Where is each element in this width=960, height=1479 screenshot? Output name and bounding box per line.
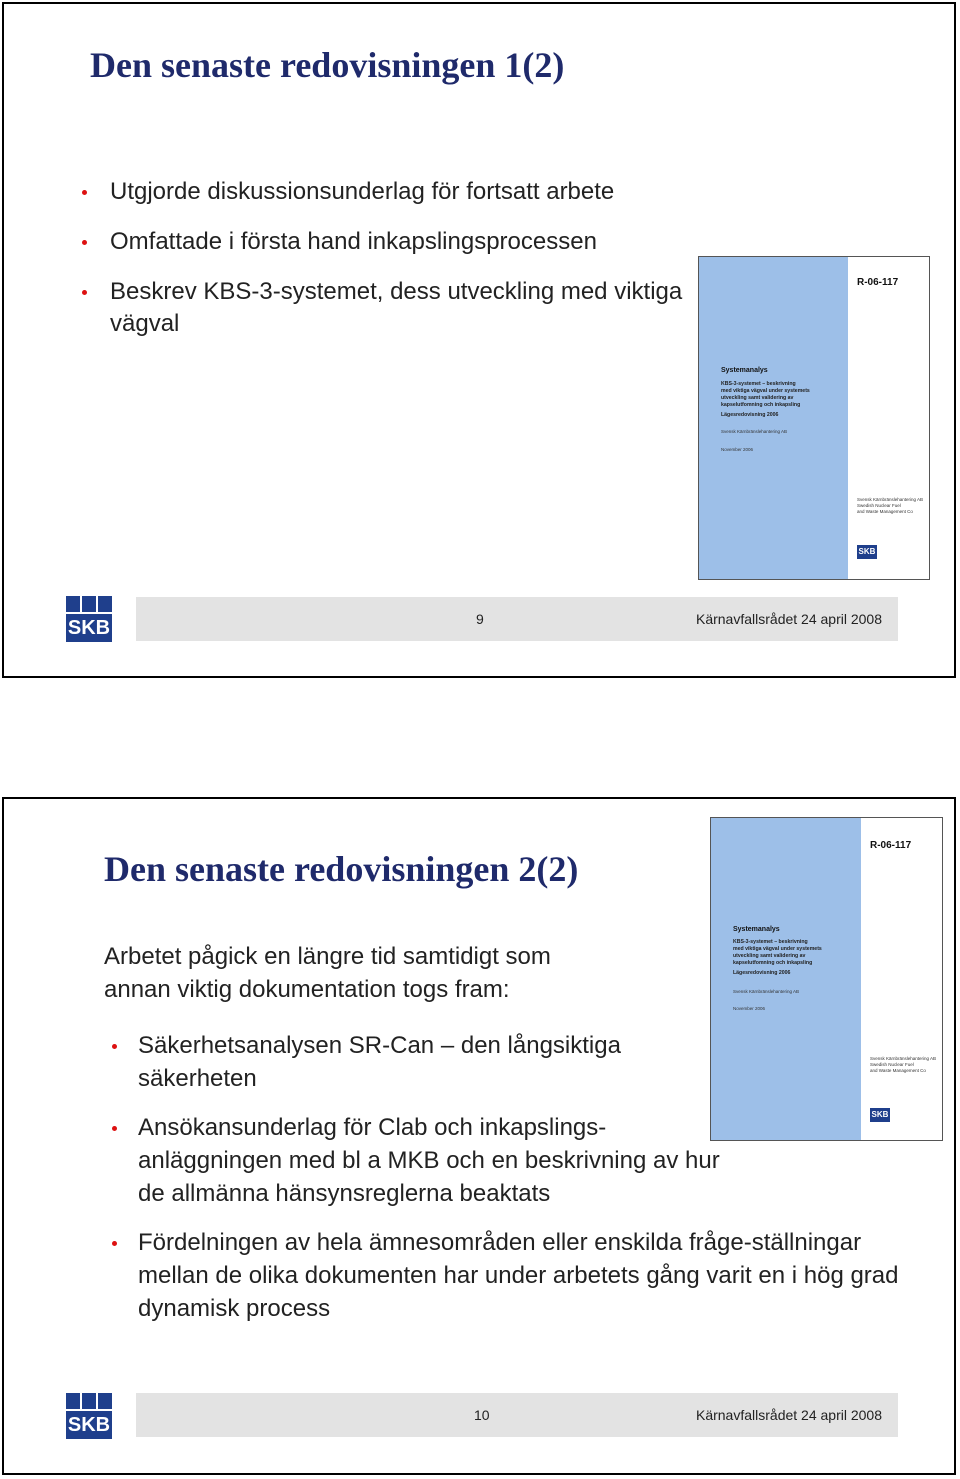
report-subtitle-line: med viktiga vägval under systemets (721, 388, 810, 394)
slide-10 (2, 797, 956, 1475)
report-subtitle-line: utveckling samt validering av (733, 953, 806, 959)
bullet-dot (82, 290, 87, 295)
bullet-text: Omfattade i första hand inkapslingsprocessen (110, 228, 597, 255)
footer-event: Kärnavfallsrådet 24 april 2008 (695, 611, 882, 627)
report-subtitle-line: med viktiga vägval under systemets (733, 946, 822, 952)
bullet-list (110, 176, 700, 340)
report-cover-band (699, 257, 848, 579)
bullet-text: Beskrev KBS-3-systemet, dess utveckling med viktiga vägval (110, 278, 683, 337)
report-address-line: Swedish Nuclear Fuel (857, 503, 901, 508)
report-publisher: Svensk Kärnbränslehantering AB (721, 429, 788, 434)
report-address-line: Svensk Kärnbränslehantering AB (870, 1056, 937, 1061)
report-subtitle-line: KBS-3-systemet – beskrivning (733, 939, 808, 945)
report-address-line: Svensk Kärnbränslehantering AB (857, 497, 924, 502)
slide-footer (136, 1393, 898, 1437)
page-number: 9 (476, 611, 484, 627)
report-title: Systemanalys (721, 367, 768, 374)
slide-title: Den senaste redovisningen 2(2) (104, 849, 579, 889)
intro-paragraph: Arbetet pågick en längre tid samtidigt som annan viktig dokumentation togs fram: (104, 943, 551, 1003)
skb-logo-text: SKB (67, 1414, 111, 1436)
report-date: November 2006 (733, 1006, 766, 1011)
report-subtitle-line: kapselutfomning och inkapsling (721, 402, 801, 408)
report-cover-band (711, 818, 861, 1140)
footer-event: Kärnavfallsrådet 24 april 2008 (695, 1407, 882, 1423)
bullet-dot (82, 190, 87, 195)
slide-9 (2, 2, 956, 678)
report-date: November 2006 (721, 447, 754, 452)
bullet-text: Säkerhetsanalysen SR-Can – den långsiktiga säkerheten (138, 1032, 621, 1092)
report-address-line: and Waste Management Co (870, 1068, 926, 1073)
bullet-dot (112, 1044, 117, 1049)
skb-logo-text: SKB (67, 617, 111, 639)
bullet-item (110, 176, 700, 208)
bullet-item (138, 1029, 698, 1095)
bullet-dot (82, 240, 87, 245)
report-address-line: and Waste Management Co (857, 509, 913, 514)
slide-footer (136, 597, 898, 641)
report-subtitle-line: kapselutfomning och inkapsling (733, 960, 813, 966)
bullet-item (138, 1111, 723, 1210)
report-title: Systemanalys (733, 926, 780, 933)
bullet-dot (112, 1126, 117, 1131)
bullet-item (138, 1226, 918, 1325)
bullet-item (110, 276, 690, 340)
report-cover-image (710, 817, 943, 1141)
bullet-item (110, 226, 700, 258)
report-status: Lägesredovisning 2006 (733, 970, 791, 976)
bullet-dot (112, 1241, 117, 1246)
report-address-line: Swedish Nuclear Fuel (870, 1062, 914, 1067)
report-subtitle-line: KBS-3-systemet – beskrivning (721, 381, 796, 387)
report-number: R-06-117 (870, 840, 912, 851)
bullet-text: Fördelningen av hela ämnesområden eller enskilda fråge-ställningar mellan de olika dokumenten har under arbetets gång varit en i hög grad dynamisk process (138, 1229, 899, 1322)
report-publisher: Svensk Kärnbränslehantering AB (733, 989, 800, 994)
report-status: Lägesredovisning 2006 (721, 412, 779, 418)
slide-title: Den senaste redovisningen 1(2) (90, 45, 565, 85)
report-cover-image (698, 256, 930, 580)
report-subtitle-line: utveckling samt validering av (721, 395, 794, 401)
page-number: 10 (474, 1407, 490, 1423)
bullet-text: Utgjorde diskussionsunderlag för fortsatt arbete (110, 178, 615, 205)
report-skb-logo: SKB (857, 545, 877, 559)
skb-logo (66, 596, 112, 642)
report-number: R-06-117 (857, 277, 899, 288)
report-skb-logo: SKB (870, 1108, 890, 1122)
bullet-text: Ansökansunderlag för Clab och inkapslings-anläggningen med bl a MKB och en beskrivning av hur de allmänna hänsynsreglerna beaktats (138, 1114, 720, 1207)
skb-logo (66, 1393, 112, 1439)
